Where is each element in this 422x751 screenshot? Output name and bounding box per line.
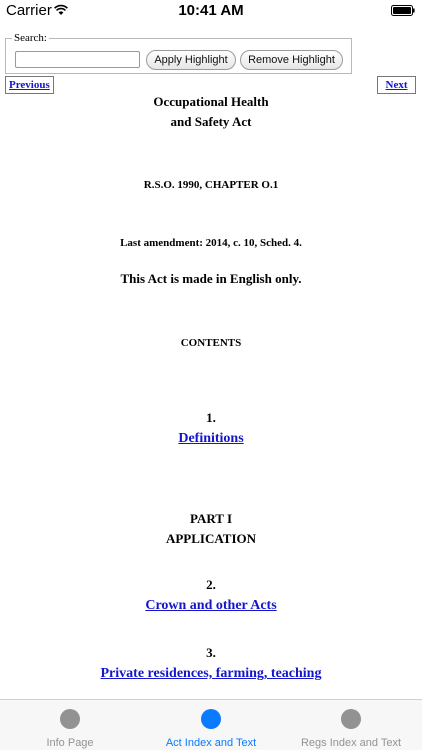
carrier-label: Carrier xyxy=(6,2,52,19)
section-link-definitions[interactable]: Definitions xyxy=(178,431,244,446)
part-title: APPLICATION xyxy=(165,531,257,546)
last-amendment: Last amendment: 2014, c. 10, Sched. 4. xyxy=(120,237,302,249)
previous-link[interactable]: Previous xyxy=(5,76,54,94)
contents-heading: CONTENTS xyxy=(180,337,242,349)
act-chapter: R.S.O. 1990, CHAPTER O.1 xyxy=(143,179,279,191)
section-number: 2. xyxy=(206,577,216,592)
tab-act-index-and-text[interactable] xyxy=(141,700,281,751)
part-label: PART I xyxy=(189,511,233,526)
tab-label: Regs Index and Text xyxy=(300,737,402,749)
next-link[interactable]: Next xyxy=(377,76,416,94)
info-page-tab-icon xyxy=(60,709,80,729)
tab-label: Info Page xyxy=(46,737,94,749)
tab-regs-index-and-text[interactable] xyxy=(281,700,422,751)
section-number: 3. xyxy=(206,645,216,660)
status-bar xyxy=(0,0,422,22)
act-title-line-1: Occupational Health xyxy=(153,94,269,109)
tab-info-page[interactable] xyxy=(0,700,141,751)
remove-highlight-button[interactable]: Remove Highlight xyxy=(240,50,343,70)
act-title-line-2: and Safety Act xyxy=(170,114,252,129)
search-fieldset xyxy=(5,32,352,74)
section-link-crown-and-other-acts[interactable]: Crown and other Acts xyxy=(145,598,277,613)
search-input[interactable] xyxy=(15,51,140,68)
section-number: 1. xyxy=(206,410,216,425)
act-index-tab-icon xyxy=(201,709,221,729)
status-time: 10:41 AM xyxy=(178,2,244,19)
tab-label: Act Index and Text xyxy=(165,737,257,749)
language-note: This Act is made in English only. xyxy=(120,271,302,286)
tab-bar xyxy=(0,699,422,750)
regs-index-tab-icon xyxy=(341,709,361,729)
section-link-private-residences[interactable]: Private residences, farming, teaching xyxy=(100,666,322,681)
battery-icon xyxy=(391,5,415,16)
apply-highlight-button[interactable]: Apply Highlight xyxy=(146,50,236,70)
search-legend: Search: xyxy=(14,32,47,44)
